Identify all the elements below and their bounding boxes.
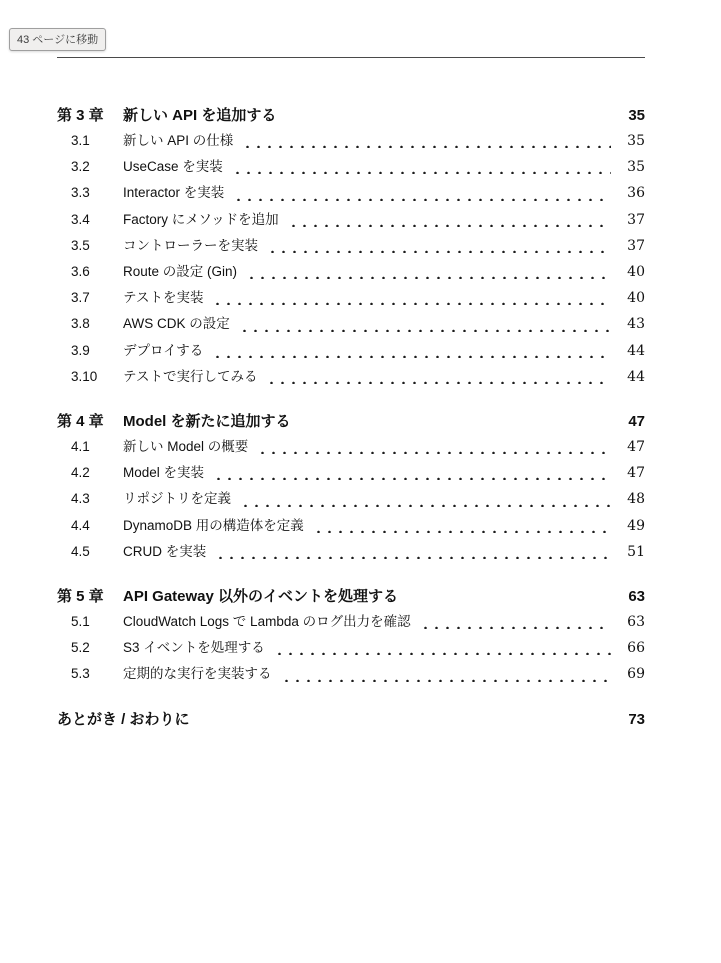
section-number[interactable]: 3.6 — [71, 264, 90, 280]
section-title[interactable]: リポジトリを定義 — [123, 491, 231, 507]
section-page-number[interactable]: 35 — [627, 159, 645, 176]
section-page-number[interactable]: 36 — [627, 185, 645, 202]
section-number[interactable]: 3.1 — [71, 133, 90, 148]
section-page-number[interactable]: 49 — [627, 517, 645, 534]
chapter-page-number[interactable]: 35 — [628, 107, 645, 124]
dot-leader — [210, 348, 611, 358]
header-rule — [57, 57, 645, 58]
section-title[interactable]: 新しい Model の概要 — [123, 439, 249, 455]
toc-section-row[interactable] — [57, 154, 645, 180]
toc-section-row[interactable] — [57, 207, 645, 233]
section-title[interactable]: Route の設定 (Gin) — [123, 264, 238, 280]
section-title[interactable]: デプロイする — [123, 342, 204, 358]
tooltip-text: 43 ページに移動 — [17, 34, 99, 46]
section-number[interactable]: 3.3 — [71, 185, 90, 201]
section-page-number[interactable]: 51 — [627, 543, 645, 560]
dot-leader — [230, 164, 611, 174]
section-page-number[interactable]: 43 — [627, 316, 645, 333]
toc-page — [57, 0, 645, 732]
chapter-title[interactable]: Model を新たに追加する — [123, 413, 291, 431]
toc-section-row[interactable] — [57, 513, 645, 539]
toc-section-row[interactable] — [57, 180, 645, 206]
toc-section-row[interactable] — [57, 285, 645, 311]
section-title[interactable]: UseCase を実装 — [123, 159, 223, 175]
dot-leader — [237, 322, 611, 332]
section-number[interactable]: 3.4 — [71, 211, 90, 227]
section-number[interactable]: 4.3 — [71, 491, 90, 507]
section-page-number[interactable]: 35 — [627, 133, 645, 149]
section-title[interactable]: 新しい API の仕様 — [123, 133, 234, 148]
dot-leader — [264, 374, 611, 384]
dot-leader — [272, 645, 611, 655]
toc-section-row[interactable] — [57, 364, 645, 390]
chapter-title[interactable]: あとがき / おわりに — [57, 710, 190, 728]
section-page-number[interactable]: 47 — [627, 439, 645, 456]
chapter-page-number[interactable]: 47 — [628, 413, 645, 431]
dot-leader — [286, 217, 611, 227]
section-number[interactable]: 4.4 — [71, 517, 90, 533]
toc-section-row[interactable] — [57, 233, 645, 259]
section-number[interactable]: 5.3 — [71, 666, 90, 682]
section-page-number[interactable]: 63 — [627, 614, 645, 631]
chapter-title[interactable]: API Gateway 以外のイベントを処理する — [123, 588, 399, 606]
section-number[interactable]: 5.1 — [71, 614, 90, 630]
section-page-number[interactable]: 37 — [627, 237, 645, 254]
section-number[interactable]: 4.1 — [71, 439, 90, 455]
dot-leader — [238, 497, 611, 507]
chapter-label[interactable]: 第 4 章 — [57, 413, 104, 431]
toc-section-row[interactable] — [57, 539, 645, 565]
chapter-page-number[interactable]: 73 — [628, 710, 645, 728]
dot-leader — [244, 269, 611, 279]
section-page-number[interactable]: 66 — [627, 640, 645, 657]
section-number[interactable]: 5.2 — [71, 640, 90, 656]
section-page-number[interactable]: 47 — [627, 465, 645, 482]
section-page-number[interactable]: 69 — [627, 666, 645, 683]
toc-chapter-row[interactable] — [57, 584, 645, 609]
toc-chapter-row[interactable] — [57, 409, 645, 434]
toc-section-row[interactable] — [57, 338, 645, 364]
toc-section-row[interactable] — [57, 128, 645, 154]
toc-section-row[interactable] — [57, 460, 645, 486]
dot-leader — [213, 549, 611, 559]
section-title[interactable]: コントローラーを実装 — [123, 237, 258, 253]
chapter-label[interactable]: 第 3 章 — [57, 107, 104, 124]
link-destination-tooltip — [9, 28, 106, 51]
section-number[interactable]: 3.9 — [71, 342, 90, 358]
section-title[interactable]: Model を実装 — [123, 465, 205, 481]
dot-leader — [210, 295, 611, 305]
section-title[interactable]: S3 イベントを処理する — [123, 640, 265, 656]
dot-leader — [240, 138, 611, 148]
section-title[interactable]: Interactor を実装 — [123, 185, 225, 201]
dot-leader — [279, 672, 612, 682]
toc-section-row[interactable] — [57, 259, 645, 285]
section-page-number[interactable]: 48 — [627, 491, 645, 508]
section-page-number[interactable]: 37 — [627, 211, 645, 228]
section-number[interactable]: 4.5 — [71, 543, 90, 559]
section-page-number[interactable]: 44 — [627, 368, 645, 385]
table-of-contents — [57, 103, 645, 732]
dot-leader — [311, 523, 611, 533]
dot-leader — [255, 444, 611, 454]
section-page-number[interactable]: 40 — [627, 264, 645, 281]
section-title[interactable]: CloudWatch Logs で Lambda のログ出力を確認 — [123, 614, 411, 630]
section-title[interactable]: AWS CDK の設定 — [123, 316, 230, 332]
dot-leader — [211, 470, 611, 480]
dot-leader — [265, 243, 611, 253]
section-title[interactable]: CRUD を実装 — [123, 543, 207, 559]
section-page-number[interactable]: 40 — [627, 290, 645, 307]
section-title[interactable]: テストを実装 — [123, 290, 204, 306]
section-title[interactable]: テストで実行してみる — [123, 368, 258, 384]
dot-leader — [418, 619, 611, 629]
chapter-page-number[interactable]: 63 — [628, 588, 645, 606]
section-number[interactable]: 4.2 — [71, 465, 90, 481]
toc-chapter-row[interactable] — [57, 103, 645, 128]
section-number[interactable]: 3.10 — [71, 368, 98, 384]
toc-section-row[interactable] — [57, 311, 645, 337]
section-number[interactable]: 3.7 — [71, 290, 90, 306]
toc-section-row[interactable] — [57, 434, 645, 460]
section-number[interactable]: 3.2 — [71, 159, 90, 175]
toc-section-row[interactable] — [57, 486, 645, 512]
chapter-label[interactable]: 第 5 章 — [57, 588, 104, 606]
section-title[interactable]: 定期的な実行を実装する — [123, 666, 272, 682]
toc-chapter-row[interactable] — [57, 707, 645, 732]
section-title[interactable]: DynamoDB 用の構造体を定義 — [123, 517, 304, 533]
section-title[interactable]: Factory にメソッドを追加 — [123, 211, 279, 227]
chapter-title[interactable]: 新しい API を追加する — [123, 107, 277, 124]
toc-section-row[interactable] — [57, 609, 645, 635]
section-page-number[interactable]: 44 — [627, 342, 645, 359]
section-number[interactable]: 3.5 — [71, 237, 90, 253]
section-number[interactable]: 3.8 — [71, 316, 90, 332]
toc-section-row[interactable] — [57, 635, 645, 661]
dot-leader — [231, 191, 611, 201]
toc-section-row[interactable] — [57, 661, 645, 687]
